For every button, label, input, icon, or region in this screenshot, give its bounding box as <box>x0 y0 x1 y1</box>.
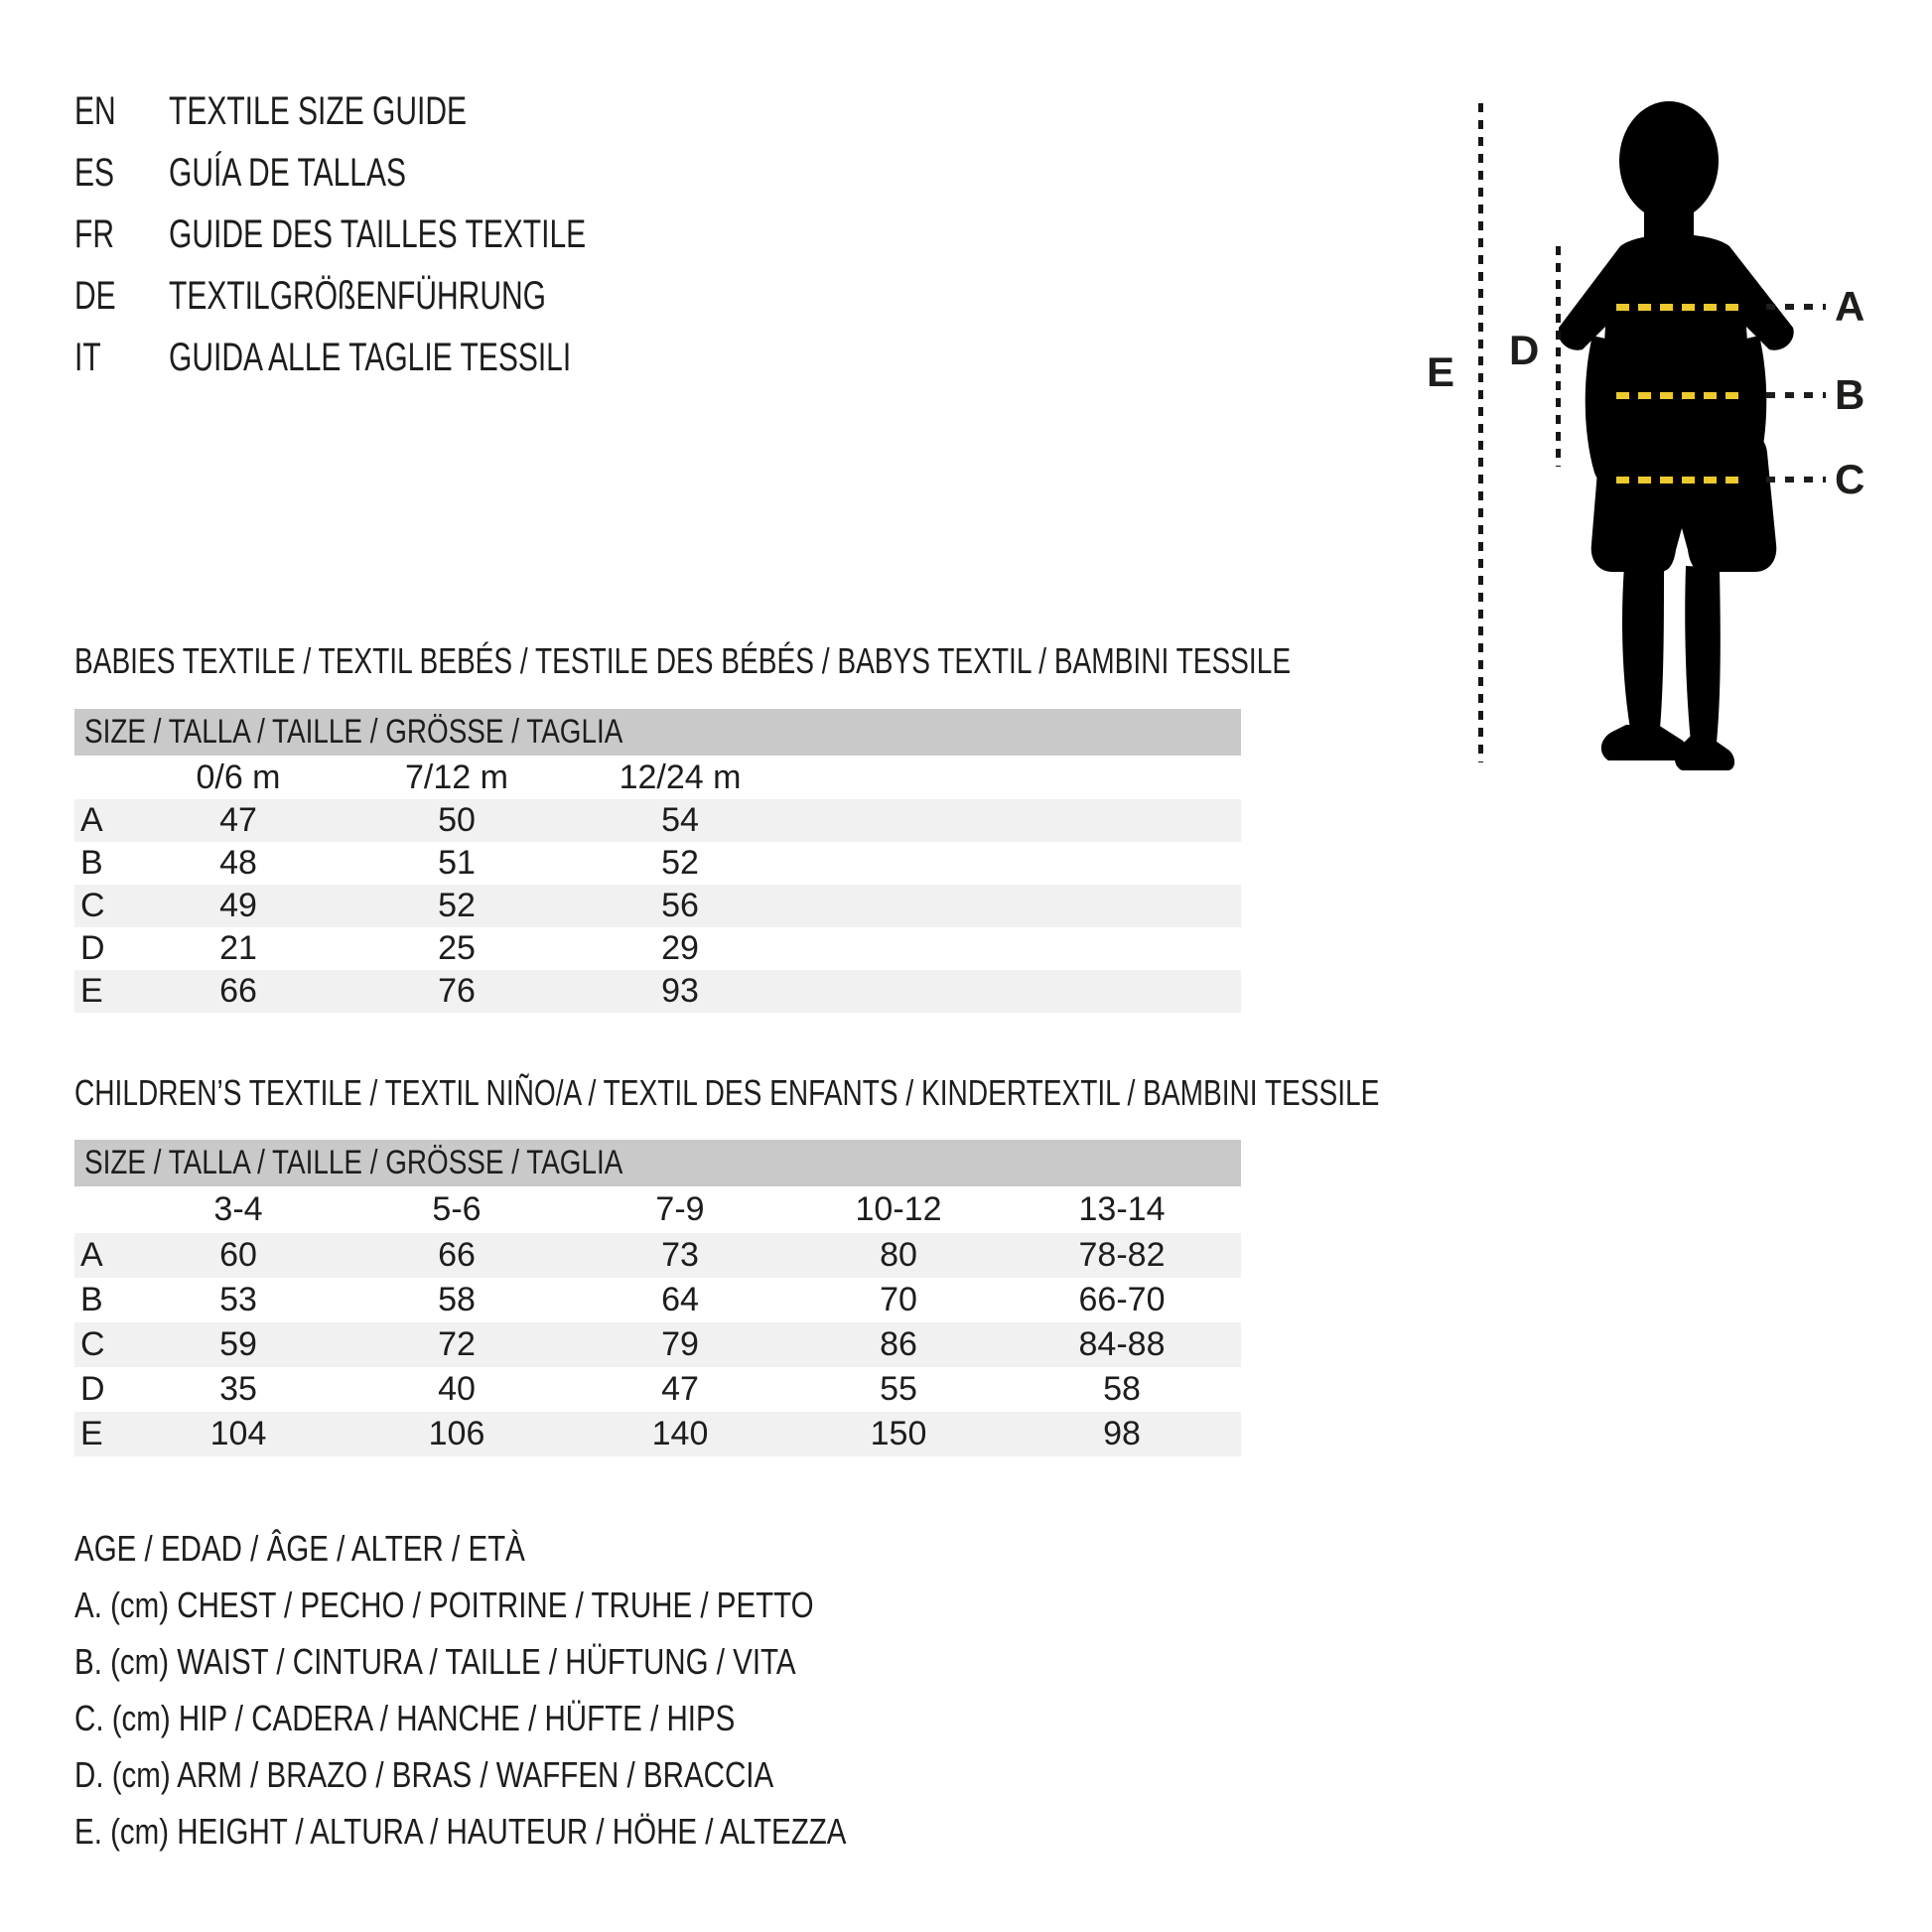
language-code <box>74 274 130 318</box>
value-cell: 72 <box>438 1325 476 1363</box>
language-title <box>169 151 485 195</box>
table-column-header-row <box>74 1187 1241 1232</box>
language-code-text: EN <box>74 89 116 133</box>
language-title-text: TEXTILE SIZE GUIDE <box>169 89 468 133</box>
value-cell: 52 <box>438 887 476 924</box>
column-header-cell: 7-9 <box>655 1190 705 1228</box>
table-row <box>74 1233 1241 1278</box>
hip-dash-leader <box>1766 477 1826 483</box>
value-cell: 49 <box>219 887 257 924</box>
value-cell: 140 <box>651 1415 709 1452</box>
babies-size-header-bar <box>74 709 1241 756</box>
value-cell: 70 <box>880 1281 917 1318</box>
value-cell: 29 <box>661 929 699 967</box>
row-label-cell: D <box>80 929 105 967</box>
legend-line-text: AGE / EDAD / ÂGE / ALTER / ETÀ <box>74 1528 525 1569</box>
legend-line-text: A. (cm) CHEST / PECHO / POITRINE / TRUHE / PETTO <box>74 1585 814 1625</box>
legend-line <box>74 1698 880 1739</box>
language-title-text: GUIDE DES TAILLES TEXTILE <box>169 212 587 256</box>
row-label-cell: C <box>80 1325 105 1363</box>
babies-section-heading-text: BABIES TEXTILE / TEXTIL BEBÉS / TESTILE DES BÉBÉS / BABYS TEXTIL / BAMBINI TESSILE <box>74 640 1292 681</box>
value-cell: 58 <box>1103 1370 1141 1408</box>
value-cell: 79 <box>661 1325 699 1363</box>
legend-line-text: B. (cm) WAIST / CINTURA / TAILLE / HÜFTUNG / VITA <box>74 1641 796 1682</box>
column-header-cell: 12/24 m <box>619 759 742 796</box>
value-cell: 84-88 <box>1078 1325 1166 1363</box>
column-header-cell: 13-14 <box>1078 1190 1166 1228</box>
row-label-cell: E <box>80 1415 103 1452</box>
language-title <box>169 336 705 379</box>
figure-label-d: D <box>1509 327 1540 373</box>
table-row <box>74 1278 1241 1322</box>
waist-dash-leader <box>1766 392 1826 398</box>
column-header-cell: 10-12 <box>855 1190 942 1228</box>
hip-dash-line <box>1616 477 1742 483</box>
table-row <box>74 842 1241 885</box>
value-cell: 55 <box>880 1370 917 1408</box>
value-cell: 86 <box>880 1325 917 1363</box>
legend-line <box>74 1641 954 1683</box>
language-code-text: IT <box>74 336 101 379</box>
value-cell: 25 <box>438 929 476 967</box>
children-size-header-text: SIZE / TALLA / TAILLE / GRÖSSE / TAGLIA <box>84 1144 623 1181</box>
figure-label-b: B <box>1835 371 1865 418</box>
value-cell: 53 <box>219 1281 257 1318</box>
value-cell: 40 <box>438 1370 476 1408</box>
row-label-cell: C <box>80 887 105 924</box>
table-row <box>74 970 1241 1013</box>
value-cell: 106 <box>428 1415 485 1452</box>
chest-dash-leader <box>1766 304 1826 310</box>
figure-label-a: A <box>1835 283 1865 330</box>
language-code <box>74 336 110 379</box>
value-cell: 93 <box>661 972 699 1010</box>
table-row <box>74 927 1241 970</box>
children-section-heading-text: CHILDREN’S TEXTILE / TEXTIL NIÑO/A / TEXTIL DES ENFANTS / KINDERTEXTIL / BAMBINI TESSILE <box>74 1072 1380 1113</box>
row-label-cell: A <box>80 1236 103 1274</box>
figure-label-c: C <box>1835 456 1865 502</box>
table-row <box>74 1367 1241 1412</box>
language-code <box>74 151 127 195</box>
value-cell: 150 <box>870 1415 927 1452</box>
arm-measure-line-d <box>1556 246 1561 467</box>
column-header-cell: 5-6 <box>432 1190 482 1228</box>
legend-line <box>74 1754 927 1796</box>
language-title-text: GUÍA DE TALLAS <box>169 151 406 195</box>
waist-dash-line <box>1616 392 1742 399</box>
value-cell: 80 <box>880 1236 917 1274</box>
language-title <box>169 89 566 133</box>
value-cell: 58 <box>438 1281 476 1318</box>
language-code <box>74 89 130 133</box>
row-label-cell: B <box>80 1281 103 1318</box>
table-column-header-row <box>74 757 1241 799</box>
value-cell: 51 <box>438 844 476 882</box>
column-header-cell: 3-4 <box>213 1190 263 1228</box>
row-label-cell: D <box>80 1370 105 1408</box>
value-cell: 50 <box>438 801 476 839</box>
figure-label-e: E <box>1427 348 1455 395</box>
language-code <box>74 212 127 256</box>
legend-line-text: D. (cm) ARM / BRAZO / BRAS / WAFFEN / BRACCIA <box>74 1754 774 1795</box>
language-title-text: TEXTILGRÖßENFÜHRUNG <box>169 274 547 318</box>
column-header-cell: 0/6 m <box>196 759 281 796</box>
value-cell: 66 <box>219 972 257 1010</box>
value-cell: 98 <box>1103 1415 1141 1452</box>
value-cell: 47 <box>661 1370 699 1408</box>
babies-size-header-text: SIZE / TALLA / TAILLE / GRÖSSE / TAGLIA <box>84 713 623 751</box>
value-cell: 78-82 <box>1078 1236 1166 1274</box>
legend-line-text: E. (cm) HEIGHT / ALTURA / HAUTEUR / HÖHE / ALTEZZA <box>74 1811 847 1852</box>
value-cell: 73 <box>661 1236 699 1274</box>
row-label-cell: A <box>80 801 103 839</box>
language-title <box>169 274 672 318</box>
value-cell: 66-70 <box>1078 1281 1166 1318</box>
column-header-cell: 7/12 m <box>405 759 508 796</box>
value-cell: 104 <box>209 1415 267 1452</box>
value-cell: 52 <box>661 844 699 882</box>
children-size-header-bar <box>74 1140 1241 1186</box>
children-section-heading <box>74 1073 1747 1113</box>
legend-line <box>74 1528 623 1570</box>
babies-section-heading <box>74 641 1634 681</box>
value-cell: 66 <box>438 1236 476 1274</box>
language-code-text: DE <box>74 274 116 318</box>
value-cell: 76 <box>438 972 476 1010</box>
table-row <box>74 885 1241 927</box>
table-row <box>74 799 1241 842</box>
table-row <box>74 1412 1241 1456</box>
value-cell: 54 <box>661 801 699 839</box>
table-row <box>74 1322 1241 1367</box>
value-cell: 21 <box>219 929 257 967</box>
value-cell: 56 <box>661 887 699 924</box>
row-label-cell: B <box>80 844 103 882</box>
value-cell: 64 <box>661 1281 699 1318</box>
value-cell: 35 <box>219 1370 257 1408</box>
chest-dash-line <box>1616 304 1742 311</box>
language-code-text: ES <box>74 151 115 195</box>
language-code-text: FR <box>74 212 114 256</box>
row-label-cell: E <box>80 972 103 1010</box>
legend-line <box>74 1585 976 1626</box>
value-cell: 47 <box>219 801 257 839</box>
legend-line-text: C. (cm) HIP / CADERA / HANCHE / HÜFTE / HIPS <box>74 1698 736 1738</box>
language-title-text: GUIDA ALLE TAGLIE TESSILI <box>169 336 572 379</box>
legend-line <box>74 1811 1016 1853</box>
value-cell: 59 <box>219 1325 257 1363</box>
language-title <box>169 212 725 256</box>
value-cell: 48 <box>219 844 257 882</box>
value-cell: 60 <box>219 1236 257 1274</box>
